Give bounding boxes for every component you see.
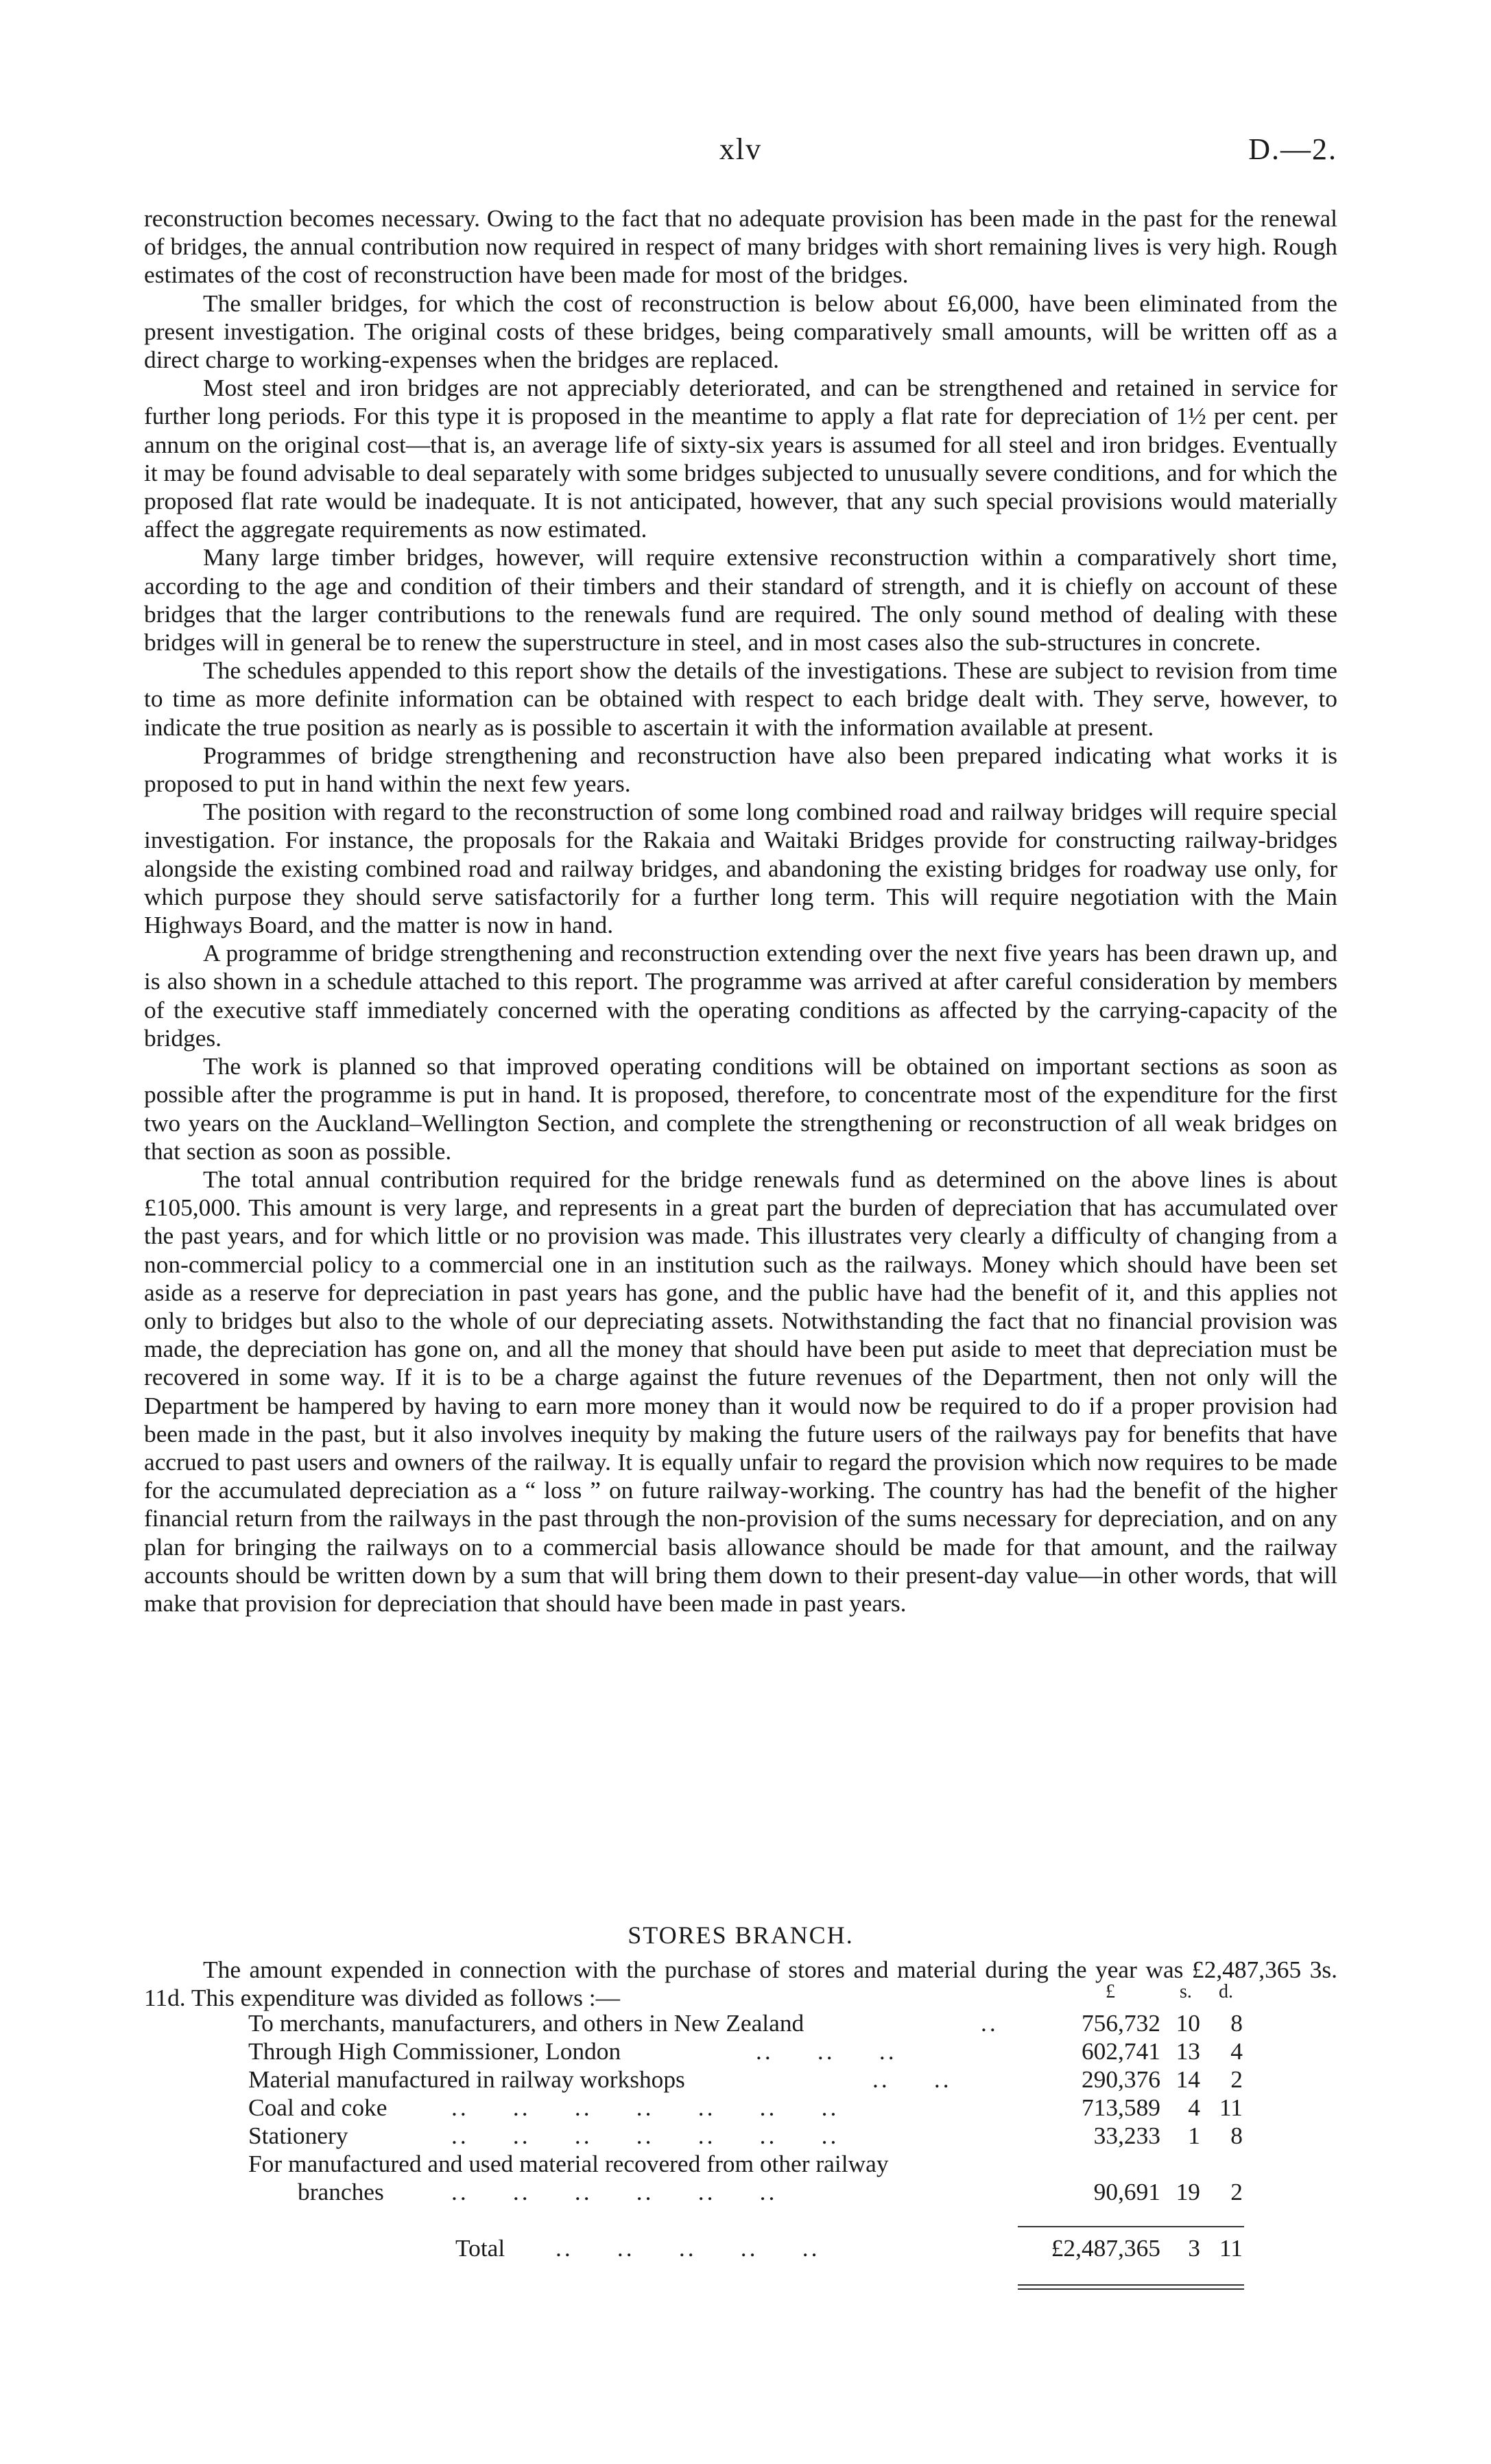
total-pounds: £2,487,365 xyxy=(1051,2234,1160,2262)
amount-pounds: 33,233 xyxy=(1093,2122,1160,2149)
amount-shillings: 13 xyxy=(1176,2037,1200,2065)
stores-intro xyxy=(144,1956,1337,2012)
leader-dots: .. .. xyxy=(872,2065,952,2093)
paragraph: Most steel and iron bridges are not appreciably deteriorated, and can be strengthened and retained in service for further long periods. For this type it is proposed in the meantime to apply a flat rate for depreciation of 1½ per cent. per annum on the original cost—that is, an average life of sixty-six years is assumed for all steel and iron bridges. Eventually it may be found advisable to deal separately with some bridges subjected to unusually severe conditions, and for which the proposed flat rate would be inadequate. It is not anticipated, however, that any such special provisions would materially affect the aggregate requirements as now estimated. xyxy=(144,374,1337,543)
amount-pence: 8 xyxy=(1230,2122,1243,2149)
row-label: Coal and coke xyxy=(248,2094,387,2121)
leader-dots: .. .. .. .. .. .. .. xyxy=(451,2122,839,2149)
amount-shillings: 19 xyxy=(1176,2178,1200,2205)
total-row xyxy=(248,2234,1243,2262)
row-label: branches xyxy=(298,2178,384,2205)
amount-pounds: 602,741 xyxy=(1081,2037,1160,2065)
amount-pounds: 713,589 xyxy=(1081,2094,1160,2121)
amount-pence: 4 xyxy=(1230,2037,1243,2065)
amount-pounds: 90,691 xyxy=(1093,2178,1160,2205)
column-header-pounds: £ xyxy=(1106,1981,1115,2002)
amount-shillings: 1 xyxy=(1188,2122,1200,2149)
amount-pounds: 290,376 xyxy=(1081,2065,1160,2093)
leader-dots: .. .. .. xyxy=(756,2037,897,2065)
paragraph: The total annual contribution required for the bridge renewals fund as determined on the above lines is about £105,000. This amount is very large, and represents in a great part the burden of depreciation that has accumulated over the past years, and for which little or no provision was made. This illustrates very clearly a difficulty of changing from a non-commercial policy to a commercial one in an institution such as the railways. Money which should have been set aside as a reserve for depreciation in past years has gone, and the public have had the benefit of it, and this applies not only to bridges but also to the whole of our depreciating assets. Notwithstanding the fact that no financial provision was made, the depreciation has gone on, and all the money that should have been put aside to meet that depreciation must be recovered in some way. If it is to be a charge against the future revenues of the Department, then not only will the Department be hampered by having to earn more money than it would now be required to do if a proper provision had been made in the past, but it also involves inequity by making the future users of the railways pay for benefits that have accrued to past users and owners of the railway. It is equally unfair to regard the provision which now requires to be made for the accumulated depreciation as a “ loss ” on future railway-working. The country has had the benefit of the higher financial return from the railways in the past through the non-provision of the sums necessary for depreciation, and on any plan for bringing the railways on to a commercial basis allowance should be made for that amount, and the railway accounts should be written down by a sum that will bring them down to their present-day value—in other words, that will make that provision for depreciation that should have been made in past years. xyxy=(144,1165,1337,1617)
row-label: For manufactured and used material recovered from other railway xyxy=(248,2150,889,2177)
table-row xyxy=(248,2065,1243,2093)
total-shillings: 3 xyxy=(1188,2234,1200,2262)
page-number: xlv xyxy=(719,132,763,166)
paragraph: The position with regard to the reconstruction of some long combined road and railway bridges will require special investigation. For instance, the proposals for the Rakaia and Waitaki Bridges provide for constructing railway-bridges alongside the existing combined road and railway bridges, and abandoning the existing bridges for roadway use only, for which purpose they should serve satisfactorily for a further long term. This will require negotiation with the Main Highways Board, and the matter is now in hand. xyxy=(144,798,1337,939)
column-header-shillings: s. xyxy=(1180,1981,1192,2002)
stores-intro-paragraph: The amount expended in connection with the purchase of stores and material during the year was £2,487,365 3s. 11d. This expenditure was divided as follows :— xyxy=(144,1956,1337,2012)
table-row xyxy=(248,2177,1243,2205)
row-label: Through High Commissioner, London xyxy=(248,2037,621,2065)
amount-shillings: 14 xyxy=(1176,2065,1200,2093)
amount-shillings: 10 xyxy=(1176,2009,1200,2037)
paragraph: Many large timber bridges, however, will require extensive reconstruction within a comparatively short time, according to the age and condition of their timbers and their standard of strength, and it is chiefly on account of these bridges that the larger contributions to the renewals fund are required. The only sound method of dealing with these bridges will in general be to renew the superstructure in steel, and in most cases also the sub-structures in concrete. xyxy=(144,543,1337,656)
amount-pence: 8 xyxy=(1230,2009,1243,2037)
total-label: Total xyxy=(455,2234,505,2262)
document-reference: D.—2. xyxy=(1248,132,1337,166)
total-double-rule xyxy=(1018,2284,1244,2286)
paragraph: The schedules appended to this report show the details of the investigations. These are subject to revision from time to time as more definite information can be obtained with respect to each bridge dealt with. They serve, however, to indicate the true position as nearly as is possible to ascertain it with the information available at present. xyxy=(144,656,1337,741)
table-row xyxy=(248,2093,1243,2121)
leader-dots: .. .. .. .. .. .. .. xyxy=(451,2094,839,2121)
total-pence: 11 xyxy=(1219,2234,1243,2262)
amount-pence: 2 xyxy=(1230,2178,1243,2205)
table-row xyxy=(248,2037,1243,2065)
amount-pence: 2 xyxy=(1230,2065,1243,2093)
leader-dots: .. .. .. .. .. xyxy=(556,2234,820,2262)
paragraph: Programmes of bridge strengthening and reconstruction have also been prepared indicating what works it is proposed to put in hand within the next few years. xyxy=(144,741,1337,798)
leader-dots: .. xyxy=(981,2009,999,2037)
amount-pounds: 756,732 xyxy=(1081,2009,1160,2037)
section-heading: STORES BRANCH. xyxy=(628,1921,854,1949)
paragraph: A programme of bridge strengthening and reconstruction extending over the next five years has been drawn up, and is also shown in a schedule attached to this report. The programme was arrived at after careful consideration by members of the executive staff immediately concerned with the operating conditions as affected by the carrying-capacity of the bridges. xyxy=(144,939,1337,1052)
amount-shillings: 4 xyxy=(1188,2094,1200,2121)
table-row xyxy=(248,2121,1243,2149)
paragraph: reconstruction becomes necessary. Owing to the fact that no adequate provision has been made in the past for the renewal of bridges, the annual contribution now required in respect of many bridges with short remaining lives is very high. Rough estimates of the cost of reconstruction have been made for most of the bridges. xyxy=(144,204,1337,289)
total-rule-top xyxy=(1018,2226,1244,2227)
amount-pence: 11 xyxy=(1219,2094,1243,2121)
paragraph: The work is planned so that improved operating conditions will be obtained on important sections as soon as possible after the programme is put in hand. It is proposed, therefore, to concentrate most of the expenditure for the first two years on the Auckland–Wellington Section, and complete the strengthening or reconstruction of all weak bridges on that section as soon as possible. xyxy=(144,1052,1337,1165)
column-header-pence: d. xyxy=(1219,1981,1233,2002)
row-label: Material manufactured in railway workshops xyxy=(248,2065,685,2093)
table-row xyxy=(248,2009,1243,2037)
row-label: Stationery xyxy=(248,2122,348,2149)
leader-dots: .. .. .. .. .. .. xyxy=(451,2178,778,2205)
table-row xyxy=(248,2149,1243,2177)
body-text xyxy=(144,204,1337,1618)
row-label: To merchants, manufacturers, and others in New Zealand xyxy=(248,2009,804,2037)
paragraph: The smaller bridges, for which the cost of reconstruction is below about £6,000, have been eliminated from the present investigation. The original costs of these bridges, being comparatively small amounts, will be written off as a direct charge to working-expenses when the bridges are replaced. xyxy=(144,289,1337,374)
total-double-rule xyxy=(1018,2288,1244,2290)
